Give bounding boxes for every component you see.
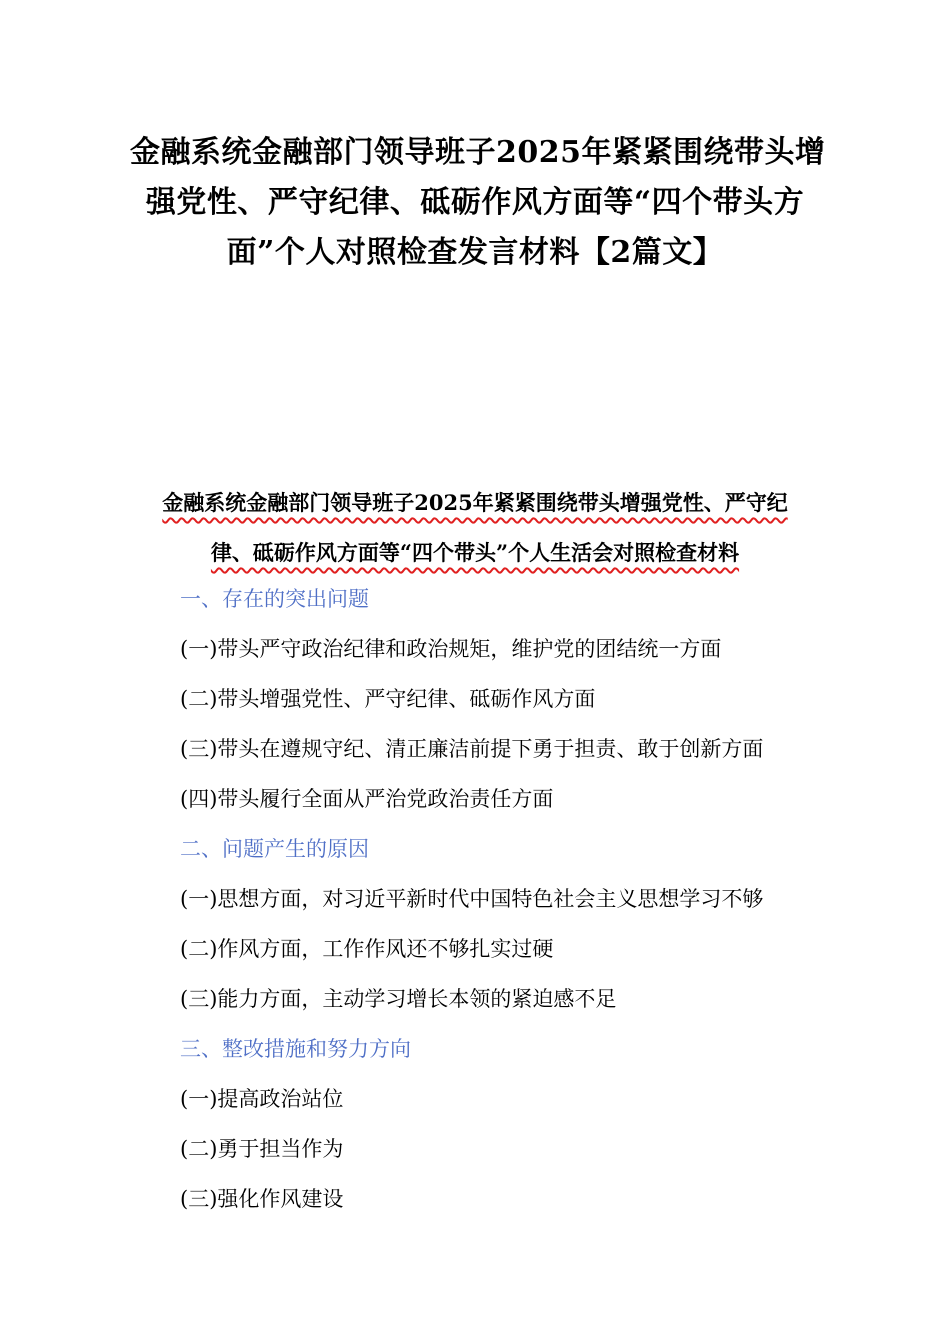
sub-title-line: 金融系统金融部门领导班子2025年紧紧围绕带头增强党性、严守纪 xyxy=(162,490,788,515)
outline-item: (四)带头履行全面从严治党政治责任方面 xyxy=(180,787,554,811)
section-heading: 二、问题产生的原因 xyxy=(180,837,369,861)
outline-item: (二)作风方面，工作作风还不够扎实过硬 xyxy=(180,937,554,961)
outline xyxy=(180,574,820,1224)
sub-title xyxy=(130,478,820,578)
outline-item: (三)带头在遵规守纪、清正廉洁前提下勇于担责、敢于创新方面 xyxy=(180,737,764,761)
main-title xyxy=(130,128,826,278)
section-heading: 一、存在的突出问题 xyxy=(180,587,369,611)
outline-item: (二)勇于担当作为 xyxy=(180,1137,344,1161)
outline-item: (三)能力方面，主动学习增长本领的紧迫感不足 xyxy=(180,987,617,1011)
outline-item: (三)强化作风建设 xyxy=(180,1187,344,1211)
outline-item: (一)思想方面，对习近平新时代中国特色社会主义思想学习不够 xyxy=(180,887,764,911)
section-heading: 三、整改措施和努力方向 xyxy=(180,1037,411,1061)
main-title-line: 面”个人对照检查发言材料【2篇文】 xyxy=(226,235,724,270)
sub-title-line: 律、砥砺作风方面等“四个带头”个人生活会对照检查材料 xyxy=(210,540,740,565)
main-title-line: 强党性、严守纪律、砥砺作风方面等“四个带头方 xyxy=(145,185,805,220)
main-title-line: 金融系统金融部门领导班子2025年紧紧围绕带头增 xyxy=(130,135,826,170)
outline-item: (二)带头增强党性、严守纪律、砥砺作风方面 xyxy=(180,687,596,711)
outline-item: (一)提高政治站位 xyxy=(180,1087,344,1111)
outline-item: (一)带头严守政治纪律和政治规矩，维护党的团结统一方面 xyxy=(180,637,722,661)
